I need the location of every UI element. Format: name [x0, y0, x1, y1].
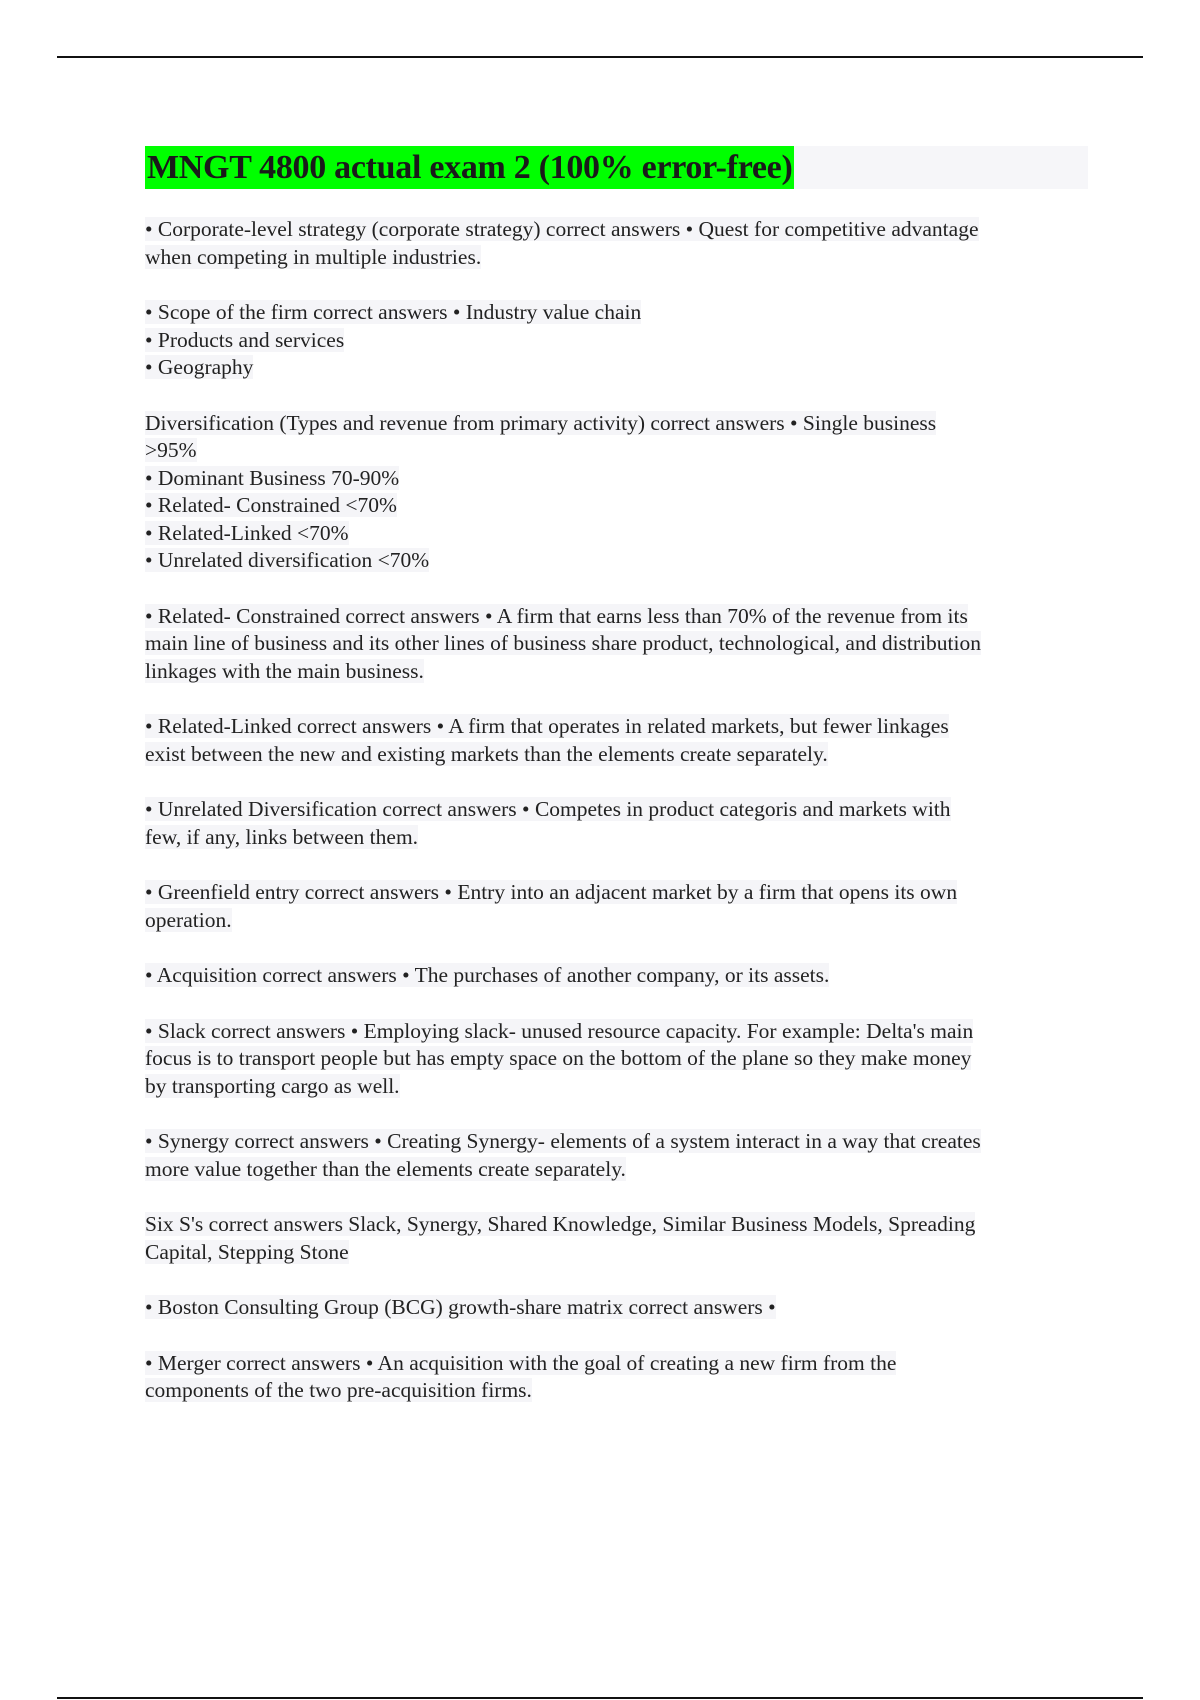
entry-line: main line of business and its other lines of business share product, technological, and distribution	[145, 631, 981, 655]
entry-line: more value together than the elements create separately.	[145, 1156, 626, 1181]
entry-line: • Unrelated Diversification correct answers • Competes in product categoris and markets with	[145, 797, 951, 821]
document-title: MNGT 4800 actual exam 2 (100% error-free)	[145, 146, 794, 189]
entry	[145, 879, 1095, 934]
entry-line: when competing in multiple industries.	[145, 244, 482, 269]
entry	[145, 1128, 1095, 1183]
entry	[145, 713, 1095, 768]
entry-line: focus is to transport people but has empty space on the bottom of the plane so they make money	[145, 1046, 972, 1070]
entry-line: operation.	[145, 907, 232, 932]
entry-line: exist between the new and existing markets than the elements create separately.	[145, 741, 828, 766]
entry	[145, 1350, 1095, 1405]
entry	[145, 299, 1095, 382]
entry-line: • Products and services	[145, 327, 345, 352]
document-body	[145, 216, 1095, 1433]
entry	[145, 410, 1095, 575]
top-rule	[57, 56, 1143, 58]
entry-line: components of the two pre-acquisition firms.	[145, 1378, 532, 1402]
entry	[145, 1018, 1095, 1101]
entry-line: • Related- Constrained correct answers • A firm that earns less than 70% of the revenue from its	[145, 603, 968, 628]
entry-line: few, if any, links between them.	[145, 824, 419, 849]
entry-line: • Slack correct answers • Employing slack- unused resource capacity. For example: Delta's main	[145, 1018, 974, 1043]
entry-line: • Related-Linked correct answers • A firm that operates in related markets, but fewer linkages	[145, 714, 949, 738]
bottom-rule	[57, 1697, 1143, 1699]
entry-line: • Unrelated diversification <70%	[145, 548, 430, 572]
entry-line: • Dominant Business 70-90%	[145, 465, 400, 490]
entry-line: Capital, Stepping Stone	[145, 1239, 349, 1264]
entry	[145, 216, 1095, 271]
entry-line: Six S's correct answers Slack, Synergy, Shared Knowledge, Similar Business Models, Spreading	[145, 1212, 976, 1236]
entry-line: • Acquisition correct answers • The purchases of another company, or its assets.	[145, 963, 830, 987]
entry	[145, 1294, 1095, 1322]
entry-line: Diversification (Types and revenue from primary activity) correct answers • Single business	[145, 410, 937, 435]
entry-line: • Corporate-level strategy (corporate strategy) correct answers • Quest for competitive advantage	[145, 217, 979, 241]
entry	[145, 603, 1095, 686]
entry-line: by transporting cargo as well.	[145, 1073, 400, 1098]
entry-line: • Scope of the firm correct answers • Industry value chain	[145, 300, 642, 324]
entry-line: • Geography	[145, 355, 254, 379]
entry-line: linkages with the main business.	[145, 658, 424, 683]
entry-line: • Synergy correct answers • Creating Synergy- elements of a system interact in a way that creates	[145, 1129, 981, 1153]
entry-line: • Merger correct answers • An acquisition with the goal of creating a new firm from the	[145, 1350, 897, 1375]
entry-line: • Related- Constrained <70%	[145, 493, 397, 517]
entry-line: • Related-Linked <70%	[145, 520, 349, 545]
entry	[145, 1211, 1095, 1266]
entry-line: • Greenfield entry correct answers • Entry into an adjacent market by a firm that opens its own	[145, 880, 958, 904]
entry-line: >95%	[145, 438, 197, 462]
entry-line: • Boston Consulting Group (BCG) growth-share matrix correct answers •	[145, 1295, 776, 1319]
entry	[145, 796, 1095, 851]
entry	[145, 962, 1095, 990]
